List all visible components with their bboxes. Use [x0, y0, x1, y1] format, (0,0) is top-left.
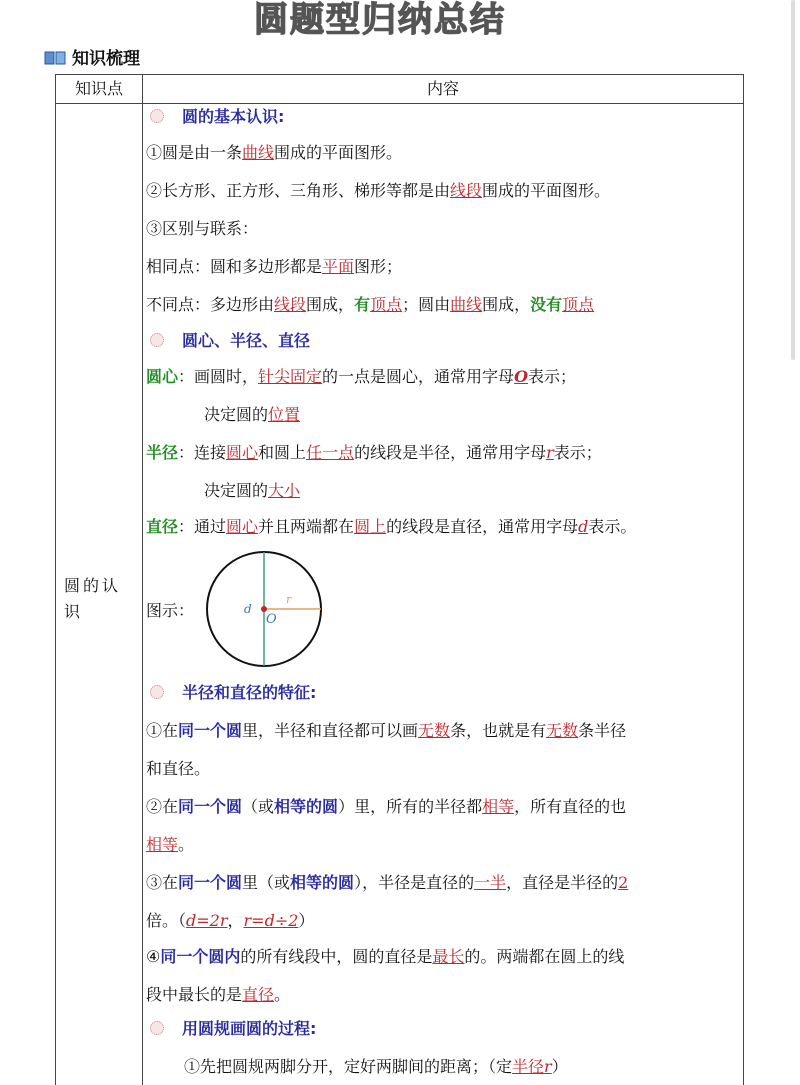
circle-diagram [204, 551, 324, 669]
table-header [56, 75, 743, 104]
section-title: 知识梳理 [72, 49, 140, 69]
flower-icon [150, 685, 164, 699]
s1-line4: 相同点：圆和多边形都是平面图形； [146, 257, 403, 276]
flower-icon [150, 1021, 164, 1035]
s3-p3b: 倍。（d=2r，r=d÷2） [146, 911, 315, 930]
col-header-point: 知识点 [56, 75, 143, 103]
s3-p1b: 和直径。 [146, 759, 211, 778]
column-divider [142, 103, 143, 1085]
s3-p2a: ②在同一个圆（或相等的圆）里，所有的半径都相等，所有直径的也 [146, 797, 627, 816]
center-role: 决定圆的位置 [204, 405, 301, 424]
center-definition: 圆心：画圆时，针尖固定的一点是圆心，通常用字母O表示； [146, 367, 577, 386]
book-icon [44, 50, 66, 66]
s3-p2b: 相等。 [146, 835, 195, 854]
s3-p3a: ③在同一个圆里（或相等的圆），半径是直径的一半，直径是半径的2 [146, 873, 629, 892]
diameter-definition: 直径：通过圆心并且两端都在圆上的线段是直径，通常用字母d表示。 [146, 517, 637, 536]
r-label: r [286, 593, 292, 606]
flower-icon [150, 109, 164, 123]
s3-heading: 半径和直径的特征: [146, 681, 316, 705]
radius-definition: 半径：连接圆心和圆上任一点的线段是半径，通常用字母r表示； [146, 443, 602, 462]
s1-line5: 不同点：多边形由线段围成，有顶点；圆由曲线围成，没有顶点 [146, 295, 595, 314]
s1-line3: ③区别与联系： [146, 219, 259, 238]
topic-cell: 圆的认识 [64, 576, 122, 621]
s1-line1: ①圆是由一条曲线围成的平面图形。 [146, 143, 403, 162]
s3-p4a: ④同一个圆内的所有线段中，圆的直径是最长的。两端都在圆上的线 [146, 947, 625, 966]
knowledge-table [55, 74, 744, 1085]
s4-line1: ①先把圆规两脚分开，定好两脚间的距离；（定半径r） [184, 1057, 568, 1076]
section-heading [44, 44, 140, 69]
d-label: d [244, 602, 252, 616]
scrollbar[interactable] [791, 0, 795, 360]
s1-heading: 圆的基本认识: [146, 105, 284, 129]
s3-p1a: ①在同一个圆里，半径和直径都可以画无数条，也就是有无数条半径 [146, 721, 627, 740]
radius-role: 决定圆的大小 [204, 481, 301, 500]
figure-label: 图示： [146, 601, 195, 620]
s1-line2: ②长方形、正方形、三角形、梯形等都是由线段围成的平面图形。 [146, 181, 611, 200]
o-label: O [266, 612, 277, 627]
col-header-content: 内容 [426, 79, 459, 98]
s2-heading: 圆心、半径、直径 [146, 329, 310, 353]
flower-icon [150, 333, 164, 347]
page-title: 圆题型归纳总结 [254, 0, 506, 40]
s3-p4b: 段中最长的是直径。 [146, 985, 291, 1004]
s4-heading: 用圆规画圆的过程: [146, 1017, 316, 1041]
